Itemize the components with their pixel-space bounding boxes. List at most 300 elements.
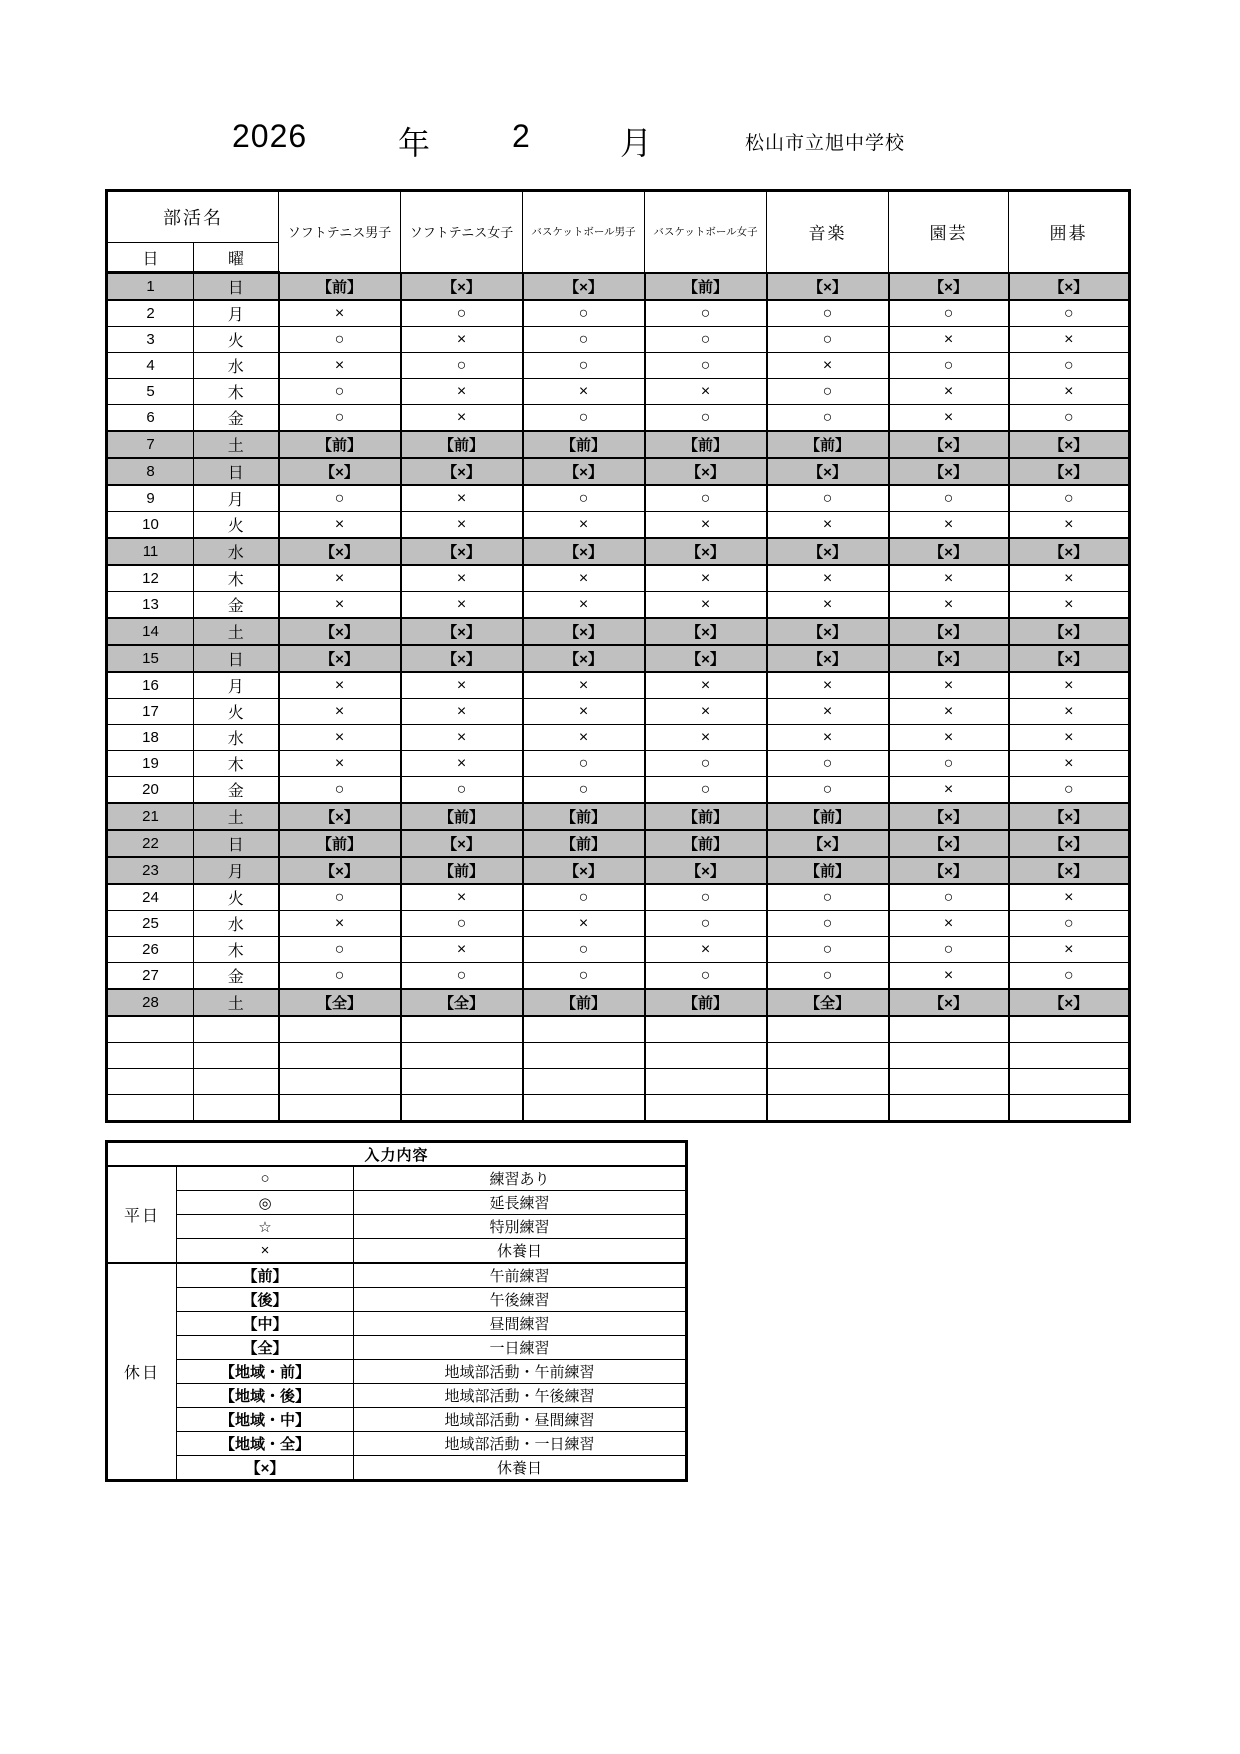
schedule-cell: 【×】 bbox=[401, 538, 523, 565]
schedule-cell: 【×】 bbox=[645, 645, 767, 672]
weekday-cell: 月 bbox=[194, 672, 279, 699]
day-cell: 15 bbox=[107, 645, 194, 672]
table-row bbox=[107, 857, 1130, 884]
day-cell: 28 bbox=[107, 989, 194, 1016]
schedule-cell bbox=[889, 1016, 1009, 1043]
table-row bbox=[107, 431, 1130, 458]
schedule-cell: × bbox=[645, 592, 767, 619]
schedule-cell: 【前】 bbox=[767, 857, 889, 884]
schedule-cell: 【×】 bbox=[279, 618, 401, 645]
schedule-cell: 【×】 bbox=[767, 458, 889, 485]
weekday-header: 曜 bbox=[194, 243, 279, 273]
schedule-cell: ○ bbox=[767, 751, 889, 777]
schedule-cell bbox=[645, 1043, 767, 1069]
schedule-cell: × bbox=[645, 379, 767, 405]
table-row bbox=[107, 273, 1130, 301]
weekday-cell: 日 bbox=[194, 458, 279, 485]
schedule-cell bbox=[401, 1069, 523, 1095]
schedule-cell bbox=[523, 1016, 645, 1043]
schedule-cell: ○ bbox=[401, 353, 523, 379]
table-row bbox=[107, 672, 1130, 699]
schedule-cell: 【×】 bbox=[767, 645, 889, 672]
weekday-cell: 木 bbox=[194, 751, 279, 777]
schedule-cell: ○ bbox=[401, 300, 523, 327]
schedule-cell: × bbox=[279, 725, 401, 751]
legend-row bbox=[107, 1239, 687, 1264]
table-row bbox=[107, 538, 1130, 565]
schedule-cell bbox=[401, 1016, 523, 1043]
schedule-cell: ○ bbox=[523, 884, 645, 911]
schedule-cell: 【×】 bbox=[523, 618, 645, 645]
day-cell: 27 bbox=[107, 963, 194, 990]
schedule-cell: ○ bbox=[767, 327, 889, 353]
schedule-body bbox=[107, 273, 1130, 1122]
schedule-cell: ○ bbox=[767, 911, 889, 937]
weekday-cell bbox=[194, 1069, 279, 1095]
schedule-cell: × bbox=[1009, 565, 1130, 592]
schedule-cell bbox=[767, 1016, 889, 1043]
schedule-cell: ○ bbox=[767, 963, 889, 990]
schedule-cell: × bbox=[767, 512, 889, 539]
schedule-cell: 【前】 bbox=[767, 803, 889, 830]
schedule-cell: 【前】 bbox=[645, 989, 767, 1016]
day-cell: 14 bbox=[107, 618, 194, 645]
schedule-cell: × bbox=[1009, 592, 1130, 619]
weekday-cell: 水 bbox=[194, 911, 279, 937]
weekday-cell: 金 bbox=[194, 777, 279, 804]
schedule-cell: ○ bbox=[523, 777, 645, 804]
schedule-cell: × bbox=[401, 405, 523, 432]
schedule-cell: ○ bbox=[1009, 485, 1130, 512]
schedule-cell: 【×】 bbox=[401, 618, 523, 645]
schedule-cell: ○ bbox=[523, 353, 645, 379]
schedule-cell: 【×】 bbox=[645, 618, 767, 645]
day-cell bbox=[107, 1069, 194, 1095]
weekday-cell: 土 bbox=[194, 431, 279, 458]
school-name: 松山市立旭中学校 bbox=[745, 133, 906, 154]
schedule-cell: ○ bbox=[645, 884, 767, 911]
day-cell: 25 bbox=[107, 911, 194, 937]
day-cell: 12 bbox=[107, 565, 194, 592]
schedule-cell: ○ bbox=[767, 405, 889, 432]
schedule-cell: 【×】 bbox=[401, 273, 523, 301]
weekday-cell: 土 bbox=[194, 803, 279, 830]
legend-row bbox=[107, 1456, 687, 1481]
day-cell bbox=[107, 1016, 194, 1043]
weekday-cell bbox=[194, 1095, 279, 1122]
schedule-cell: 【×】 bbox=[889, 538, 1009, 565]
table-row bbox=[107, 458, 1130, 485]
schedule-cell: ○ bbox=[279, 937, 401, 963]
schedule-cell: × bbox=[1009, 699, 1130, 725]
schedule-cell: × bbox=[767, 353, 889, 379]
schedule-cell bbox=[401, 1043, 523, 1069]
day-cell: 26 bbox=[107, 937, 194, 963]
schedule-cell bbox=[1009, 1043, 1130, 1069]
schedule-cell: ○ bbox=[279, 777, 401, 804]
schedule-cell: × bbox=[889, 565, 1009, 592]
schedule-cell: ○ bbox=[523, 300, 645, 327]
schedule-cell: ○ bbox=[523, 327, 645, 353]
schedule-cell: ○ bbox=[401, 911, 523, 937]
schedule-cell: ○ bbox=[401, 777, 523, 804]
schedule-cell: × bbox=[889, 672, 1009, 699]
schedule-cell: 【×】 bbox=[889, 431, 1009, 458]
schedule-cell: × bbox=[889, 911, 1009, 937]
table-row bbox=[107, 777, 1130, 804]
schedule-cell bbox=[767, 1043, 889, 1069]
schedule-cell: × bbox=[279, 751, 401, 777]
legend-symbol: × bbox=[177, 1239, 354, 1264]
table-row bbox=[107, 353, 1130, 379]
schedule-cell: 【×】 bbox=[1009, 273, 1130, 301]
schedule-cell: ○ bbox=[767, 300, 889, 327]
day-cell bbox=[107, 1095, 194, 1122]
legend-meaning: 練習あり bbox=[354, 1166, 687, 1191]
schedule-cell: 【全】 bbox=[279, 989, 401, 1016]
weekday-cell: 土 bbox=[194, 989, 279, 1016]
table-row bbox=[107, 405, 1130, 432]
schedule-cell: 【×】 bbox=[523, 538, 645, 565]
schedule-cell: 【前】 bbox=[523, 989, 645, 1016]
schedule-cell: ○ bbox=[523, 963, 645, 990]
day-cell: 20 bbox=[107, 777, 194, 804]
schedule-cell: × bbox=[645, 512, 767, 539]
schedule-cell: 【×】 bbox=[523, 273, 645, 301]
table-row bbox=[107, 592, 1130, 619]
schedule-cell: 【×】 bbox=[279, 803, 401, 830]
schedule-cell: 【×】 bbox=[279, 458, 401, 485]
schedule-cell: 【×】 bbox=[767, 538, 889, 565]
table-row bbox=[107, 512, 1130, 539]
club-column-header: バスケットボール女子 bbox=[645, 191, 767, 273]
schedule-cell: 【×】 bbox=[523, 645, 645, 672]
schedule-cell: 【×】 bbox=[889, 989, 1009, 1016]
schedule-cell: ○ bbox=[401, 963, 523, 990]
table-row bbox=[107, 884, 1130, 911]
schedule-cell: × bbox=[523, 672, 645, 699]
schedule-cell: ○ bbox=[645, 405, 767, 432]
schedule-cell: 【前】 bbox=[279, 273, 401, 301]
schedule-cell: ○ bbox=[1009, 777, 1130, 804]
legend-symbol: 【地域・中】 bbox=[177, 1408, 354, 1432]
schedule-cell: ○ bbox=[1009, 963, 1130, 990]
legend-row bbox=[107, 1263, 687, 1288]
schedule-cell: × bbox=[401, 672, 523, 699]
schedule-cell bbox=[1009, 1095, 1130, 1122]
legend-meaning: 地域部活動・午後練習 bbox=[354, 1384, 687, 1408]
table-row bbox=[107, 565, 1130, 592]
day-cell: 6 bbox=[107, 405, 194, 432]
schedule-cell: × bbox=[767, 672, 889, 699]
legend-symbol: 【中】 bbox=[177, 1312, 354, 1336]
legend-meaning: 休養日 bbox=[354, 1239, 687, 1264]
day-cell: 3 bbox=[107, 327, 194, 353]
schedule-cell: × bbox=[279, 592, 401, 619]
table-row bbox=[107, 1095, 1130, 1122]
legend-symbol: ○ bbox=[177, 1166, 354, 1191]
day-cell: 16 bbox=[107, 672, 194, 699]
header-row-clubs bbox=[107, 191, 1130, 243]
schedule-cell: 【前】 bbox=[523, 431, 645, 458]
schedule-cell: × bbox=[523, 911, 645, 937]
schedule-cell: 【前】 bbox=[645, 803, 767, 830]
schedule-cell: × bbox=[1009, 672, 1130, 699]
schedule-cell: × bbox=[279, 672, 401, 699]
schedule-cell: 【×】 bbox=[889, 273, 1009, 301]
schedule-cell: ○ bbox=[645, 485, 767, 512]
legend-header: 入力内容 bbox=[107, 1142, 687, 1167]
schedule-cell bbox=[645, 1016, 767, 1043]
weekday-cell: 水 bbox=[194, 538, 279, 565]
schedule-cell: 【×】 bbox=[401, 458, 523, 485]
schedule-cell: ○ bbox=[767, 937, 889, 963]
schedule-cell: 【×】 bbox=[1009, 645, 1130, 672]
legend-row bbox=[107, 1191, 687, 1215]
legend-meaning: 午後練習 bbox=[354, 1288, 687, 1312]
club-column-header: 囲碁 bbox=[1009, 191, 1130, 273]
table-row bbox=[107, 725, 1130, 751]
schedule-cell: × bbox=[401, 379, 523, 405]
schedule-cell: ○ bbox=[1009, 911, 1130, 937]
table-row bbox=[107, 830, 1130, 857]
schedule-cell: × bbox=[523, 379, 645, 405]
weekday-cell: 月 bbox=[194, 857, 279, 884]
weekday-cell: 金 bbox=[194, 592, 279, 619]
table-row bbox=[107, 699, 1130, 725]
schedule-cell: ○ bbox=[889, 353, 1009, 379]
table-row bbox=[107, 379, 1130, 405]
legend-row bbox=[107, 1384, 687, 1408]
legend-meaning: 特別練習 bbox=[354, 1215, 687, 1239]
schedule-cell: ○ bbox=[279, 485, 401, 512]
schedule-cell: ○ bbox=[1009, 405, 1130, 432]
weekday-cell bbox=[194, 1043, 279, 1069]
weekday-cell: 火 bbox=[194, 884, 279, 911]
weekday-cell: 月 bbox=[194, 300, 279, 327]
schedule-cell: ○ bbox=[523, 405, 645, 432]
schedule-cell bbox=[645, 1095, 767, 1122]
schedule-cell: × bbox=[767, 699, 889, 725]
weekday-cell: 火 bbox=[194, 327, 279, 353]
schedule-cell: 【×】 bbox=[279, 857, 401, 884]
schedule-cell: × bbox=[889, 512, 1009, 539]
legend-table bbox=[105, 1140, 688, 1482]
schedule-cell: ○ bbox=[279, 379, 401, 405]
title-month-label: 月 bbox=[620, 125, 654, 161]
schedule-cell: 【×】 bbox=[279, 538, 401, 565]
schedule-cell: ○ bbox=[523, 485, 645, 512]
schedule-cell: ○ bbox=[523, 751, 645, 777]
legend-meaning: 地域部活動・一日練習 bbox=[354, 1432, 687, 1456]
day-cell: 24 bbox=[107, 884, 194, 911]
schedule-cell: × bbox=[279, 565, 401, 592]
legend-body bbox=[107, 1166, 687, 1481]
weekday-cell bbox=[194, 1016, 279, 1043]
schedule-cell: ○ bbox=[279, 405, 401, 432]
schedule-cell: × bbox=[401, 592, 523, 619]
title-year: 2026 bbox=[232, 118, 308, 154]
legend-meaning: 地域部活動・午前練習 bbox=[354, 1360, 687, 1384]
schedule-cell: 【×】 bbox=[645, 458, 767, 485]
schedule-cell: × bbox=[401, 565, 523, 592]
schedule-cell: × bbox=[889, 379, 1009, 405]
schedule-cell: ○ bbox=[645, 353, 767, 379]
weekday-cell: 木 bbox=[194, 937, 279, 963]
day-cell: 1 bbox=[107, 273, 194, 301]
schedule-cell: × bbox=[889, 405, 1009, 432]
schedule-cell: × bbox=[645, 937, 767, 963]
schedule-cell: ○ bbox=[767, 379, 889, 405]
day-cell: 10 bbox=[107, 512, 194, 539]
table-row bbox=[107, 618, 1130, 645]
day-cell: 23 bbox=[107, 857, 194, 884]
schedule-cell: × bbox=[279, 911, 401, 937]
day-cell: 18 bbox=[107, 725, 194, 751]
day-cell: 22 bbox=[107, 830, 194, 857]
schedule-cell: × bbox=[401, 512, 523, 539]
table-row bbox=[107, 1069, 1130, 1095]
table-row bbox=[107, 751, 1130, 777]
schedule-cell: ○ bbox=[279, 963, 401, 990]
table-row bbox=[107, 1043, 1130, 1069]
schedule-cell: 【全】 bbox=[767, 989, 889, 1016]
schedule-cell bbox=[401, 1095, 523, 1122]
legend-group-label: 休日 bbox=[107, 1263, 177, 1481]
schedule-cell: × bbox=[401, 884, 523, 911]
schedule-cell: 【×】 bbox=[889, 830, 1009, 857]
legend-meaning: 延長練習 bbox=[354, 1191, 687, 1215]
schedule-cell: × bbox=[889, 327, 1009, 353]
schedule-cell: 【×】 bbox=[1009, 989, 1130, 1016]
day-cell: 13 bbox=[107, 592, 194, 619]
day-cell: 5 bbox=[107, 379, 194, 405]
schedule-cell: ○ bbox=[889, 300, 1009, 327]
schedule-cell: 【×】 bbox=[401, 645, 523, 672]
schedule-cell: 【×】 bbox=[1009, 803, 1130, 830]
schedule-cell: 【×】 bbox=[1009, 431, 1130, 458]
weekday-cell: 木 bbox=[194, 565, 279, 592]
schedule-cell: 【全】 bbox=[401, 989, 523, 1016]
schedule-cell: 【×】 bbox=[279, 645, 401, 672]
schedule-cell: × bbox=[889, 777, 1009, 804]
schedule-cell: ○ bbox=[889, 884, 1009, 911]
schedule-cell bbox=[279, 1095, 401, 1122]
schedule-cell: 【前】 bbox=[645, 273, 767, 301]
schedule-cell: × bbox=[523, 512, 645, 539]
day-cell: 17 bbox=[107, 699, 194, 725]
weekday-cell: 水 bbox=[194, 353, 279, 379]
schedule-cell bbox=[279, 1016, 401, 1043]
legend-row bbox=[107, 1408, 687, 1432]
weekday-cell: 土 bbox=[194, 618, 279, 645]
schedule-cell: × bbox=[645, 699, 767, 725]
schedule-cell: × bbox=[1009, 884, 1130, 911]
schedule-table bbox=[105, 189, 1131, 1123]
schedule-cell: × bbox=[523, 699, 645, 725]
weekday-cell: 火 bbox=[194, 699, 279, 725]
club-column-header: ソフトテニス男子 bbox=[279, 191, 401, 273]
schedule-cell: 【×】 bbox=[645, 538, 767, 565]
schedule-cell: 【前】 bbox=[401, 803, 523, 830]
legend-symbol: ◎ bbox=[177, 1191, 354, 1215]
schedule-cell: 【×】 bbox=[767, 830, 889, 857]
schedule-cell: × bbox=[401, 699, 523, 725]
schedule-cell bbox=[889, 1069, 1009, 1095]
schedule-cell: 【×】 bbox=[889, 857, 1009, 884]
schedule-cell bbox=[523, 1043, 645, 1069]
day-cell bbox=[107, 1043, 194, 1069]
schedule-cell: 【×】 bbox=[889, 803, 1009, 830]
schedule-cell: × bbox=[889, 699, 1009, 725]
schedule-cell: × bbox=[767, 592, 889, 619]
day-cell: 8 bbox=[107, 458, 194, 485]
schedule-cell: × bbox=[1009, 937, 1130, 963]
schedule-cell: 【×】 bbox=[523, 857, 645, 884]
schedule-cell: 【前】 bbox=[279, 431, 401, 458]
weekday-cell: 日 bbox=[194, 645, 279, 672]
schedule-cell: ○ bbox=[767, 884, 889, 911]
schedule-cell bbox=[279, 1043, 401, 1069]
schedule-cell: × bbox=[279, 699, 401, 725]
table-row bbox=[107, 1016, 1130, 1043]
legend-symbol: 【地域・後】 bbox=[177, 1384, 354, 1408]
schedule-cell: × bbox=[1009, 725, 1130, 751]
table-row bbox=[107, 645, 1130, 672]
club-column-header: ソフトテニス女子 bbox=[401, 191, 523, 273]
schedule-cell bbox=[767, 1069, 889, 1095]
weekday-cell: 月 bbox=[194, 485, 279, 512]
schedule-cell: 【前】 bbox=[523, 830, 645, 857]
legend-meaning: 休養日 bbox=[354, 1456, 687, 1481]
title-month: 2 bbox=[512, 118, 531, 154]
title-year-label: 年 bbox=[398, 125, 432, 161]
schedule-cell bbox=[279, 1069, 401, 1095]
schedule-cell: ○ bbox=[279, 884, 401, 911]
legend-row bbox=[107, 1360, 687, 1384]
schedule-cell: 【前】 bbox=[767, 431, 889, 458]
legend-row bbox=[107, 1215, 687, 1239]
legend-symbol: 【後】 bbox=[177, 1288, 354, 1312]
schedule-cell: × bbox=[401, 751, 523, 777]
schedule-cell bbox=[889, 1043, 1009, 1069]
schedule-cell: 【×】 bbox=[645, 857, 767, 884]
schedule-cell: × bbox=[401, 937, 523, 963]
table-row bbox=[107, 327, 1130, 353]
schedule-cell: 【×】 bbox=[1009, 618, 1130, 645]
schedule-cell: ○ bbox=[645, 751, 767, 777]
weekday-cell: 水 bbox=[194, 725, 279, 751]
legend-meaning: 午前練習 bbox=[354, 1263, 687, 1288]
legend-symbol: 【×】 bbox=[177, 1456, 354, 1481]
club-column-header: バスケットボール男子 bbox=[523, 191, 645, 273]
legend-row bbox=[107, 1432, 687, 1456]
schedule-cell: × bbox=[1009, 327, 1130, 353]
schedule-cell: × bbox=[401, 485, 523, 512]
table-row bbox=[107, 485, 1130, 512]
schedule-cell: × bbox=[645, 672, 767, 699]
table-row bbox=[107, 937, 1130, 963]
schedule-cell: 【×】 bbox=[1009, 458, 1130, 485]
schedule-cell: 【前】 bbox=[279, 830, 401, 857]
legend-symbol: 【全】 bbox=[177, 1336, 354, 1360]
schedule-cell: 【前】 bbox=[645, 431, 767, 458]
schedule-cell: × bbox=[523, 725, 645, 751]
schedule-cell bbox=[523, 1069, 645, 1095]
schedule-cell: 【×】 bbox=[767, 618, 889, 645]
schedule-cell bbox=[645, 1069, 767, 1095]
schedule-cell: × bbox=[889, 725, 1009, 751]
